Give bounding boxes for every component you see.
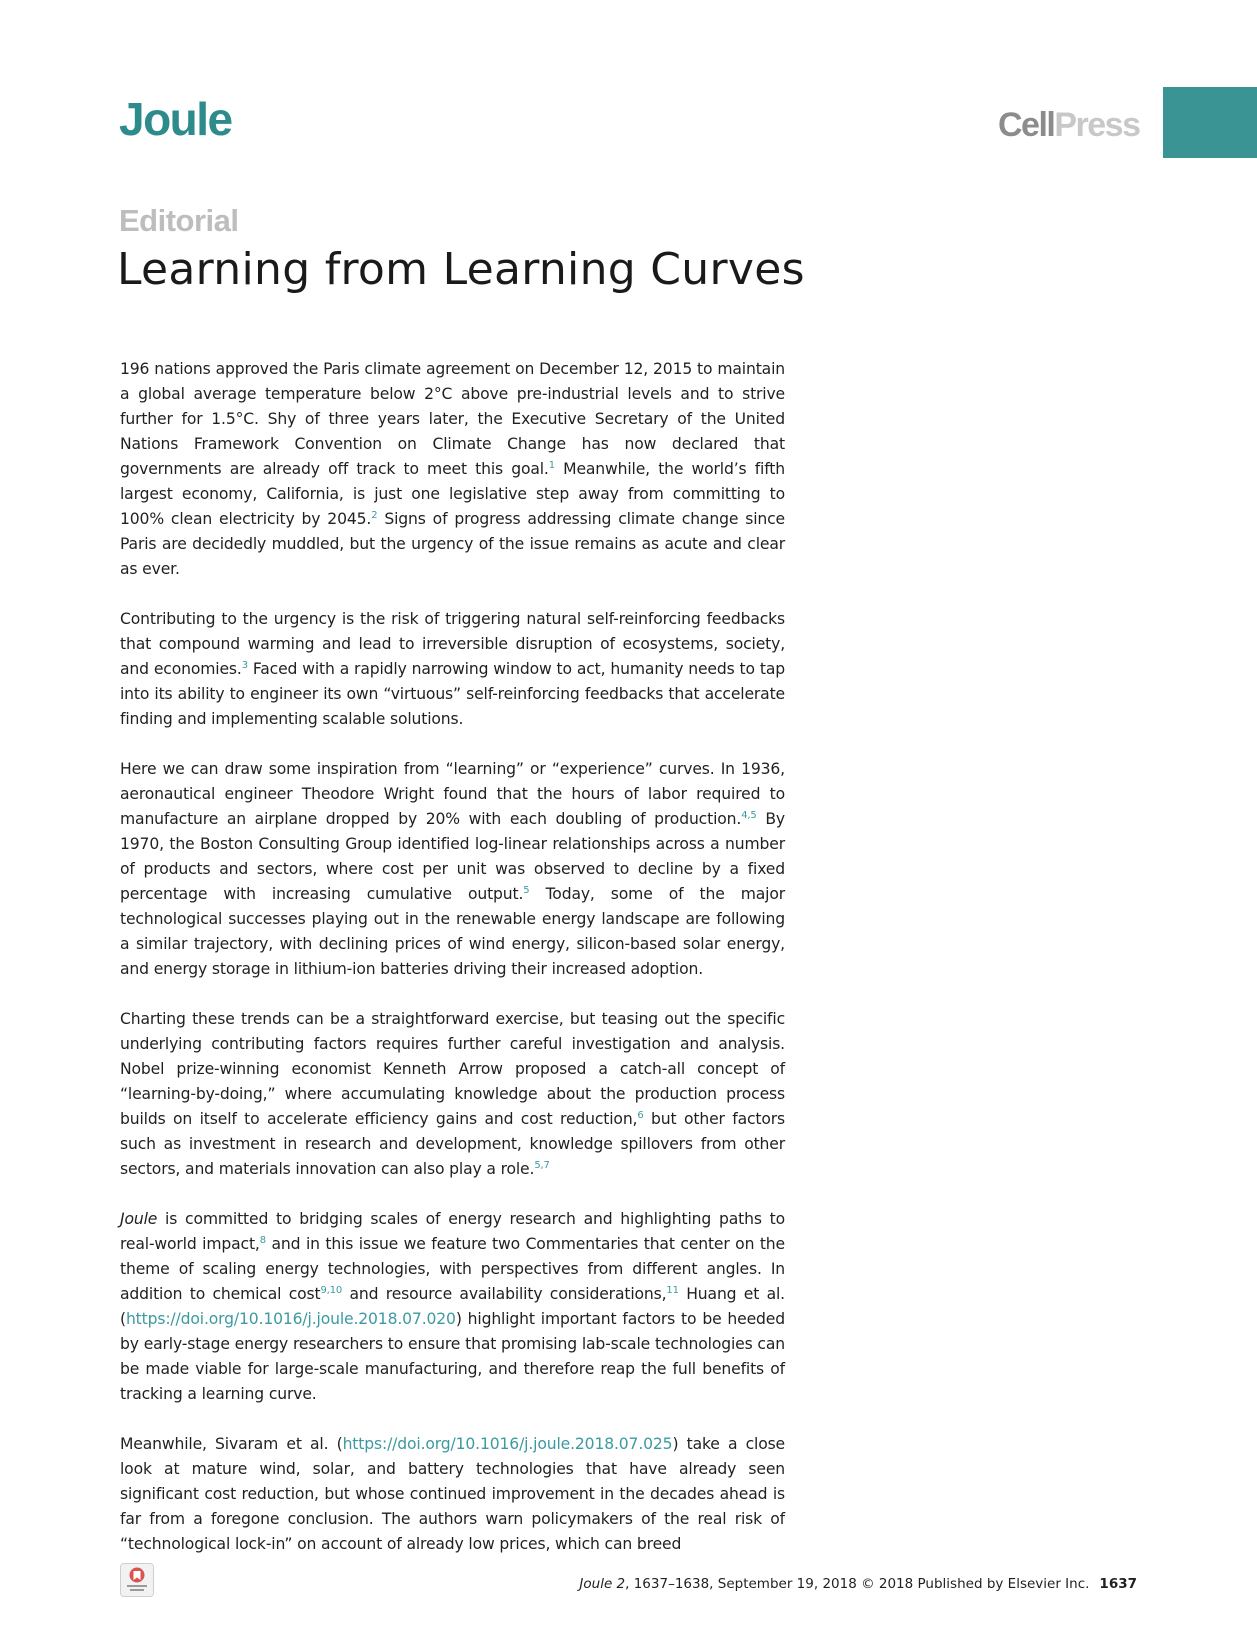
article-title: Learning from Learning Curves	[117, 244, 805, 295]
text-run: 196 nations approved the Paris climate agreement on December 12, 2015 to maintain a global average temperature below 2°C above pre-industrial levels and to strive further for 1.5°C. Shy of three years later, the Executive Secretary of the United Nations Framework Convention on Climate Change has now declared that governments are already off track to meet this goal.	[120, 360, 785, 478]
journal-name-italic: Joule	[120, 1210, 158, 1228]
paragraph-3	[120, 757, 785, 982]
text-run: Meanwhile, Sivaram et al. (	[120, 1435, 343, 1453]
publisher-logo	[998, 108, 1140, 142]
paragraph-5	[120, 1207, 785, 1407]
reference-link[interactable]: 6	[637, 1110, 644, 1121]
page-footer	[560, 1576, 1137, 1592]
text-run: By 1970, the Boston Consulting Group identified log-linear relationships across a number of products and sectors, where cost per unit was observed to decline by a fixed percentage with increasing cumulative output.	[120, 810, 785, 903]
text-run: Today, some of the major technological successes playing out in the renewable energy landscape are following a similar trajectory, with declining prices of wind energy, silicon-based solar energy, and energy storage in lithium-ion batteries driving their increased adoption.	[120, 885, 785, 978]
text-run: Signs of progress addressing climate change since Paris are decidedly muddled, but the urgency of the issue remains as acute and clear as ever.	[120, 510, 785, 578]
publisher-logo-part2: Press	[1054, 106, 1140, 144]
text-run: ) highlight important factors to be heeded by early-stage energy researchers to ensure that promising lab-scale technologies can be made viable for large-scale manufacturing, and therefore reap the full benefits of tracking a learning curve.	[120, 1310, 785, 1403]
paragraph-2	[120, 607, 785, 732]
reference-link[interactable]: 11	[666, 1285, 679, 1296]
doi-link[interactable]: https://doi.org/10.1016/j.joule.2018.07.020	[125, 1310, 456, 1328]
reference-link[interactable]: 5,7	[534, 1160, 550, 1171]
text-run: is committed to bridging scales of energy research and highlighting paths to real-world impact,	[120, 1210, 785, 1253]
text-run: Faced with a rapidly narrowing window to act, humanity needs to tap into its ability to engineer its own “virtuous” self-reinforcing feedbacks that accelerate finding and implementing scalable solutions.	[120, 660, 785, 728]
reference-link[interactable]: 1	[548, 460, 555, 471]
text-run: but other factors such as investment in research and development, knowledge spillovers from other sectors, and materials innovation can also play a role.	[120, 1110, 785, 1178]
bookmark-icon	[121, 1564, 153, 1596]
text-run: Meanwhile, the world’s fifth largest economy, California, is just one legislative step away from committing to 100% clean electricity by 2045.	[120, 460, 785, 528]
paragraph-6	[120, 1432, 785, 1557]
text-run: Huang et al. (	[120, 1285, 785, 1328]
doi-link[interactable]: https://doi.org/10.1016/j.joule.2018.07.025	[342, 1435, 673, 1453]
reference-link[interactable]: 2	[371, 510, 378, 521]
text-run: and in this issue we feature two Commentaries that center on the theme of scaling energy technologies, with perspectives from different angles. In addition to chemical cost	[120, 1235, 785, 1303]
article-body	[120, 357, 785, 1582]
reference-link[interactable]: 9,10	[320, 1285, 343, 1296]
reference-link[interactable]: 5	[523, 885, 530, 896]
text-run: and resource availability considerations,	[342, 1285, 667, 1303]
footer-journal: Joule	[579, 1576, 613, 1592]
text-run: Contributing to the urgency is the risk of triggering natural self-reinforcing feedbacks that compound warming and lead to irreversible disruption of ecosystems, society, and economies.	[120, 610, 785, 678]
corner-accent-tab	[1163, 87, 1257, 158]
footer-citation: , 1637–1638, September 19, 2018 © 2018 Published by Elsevier Inc.	[625, 1576, 1090, 1592]
text-run: ) take a close look at mature wind, solar, and battery technologies that have already seen significant cost reduction, but whose continued improvement in the decades ahead is far from a foregone conclusion. The authors warn policymakers of the real risk of “technological lock-in” on account of already low prices, which can breed	[120, 1435, 785, 1553]
check-for-updates-badge[interactable]	[120, 1563, 154, 1597]
journal-logo: Joule	[119, 93, 232, 145]
reference-link[interactable]: 4,5	[741, 810, 757, 821]
page-number: 1637	[1099, 1576, 1137, 1592]
paragraph-4	[120, 1007, 785, 1182]
text-run: Here we can draw some inspiration from “learning” or “experience” curves. In 1936, aeronautical engineer Theodore Wright found that the hours of labor required to manufacture an airplane dropped by 20% with each doubling of production.	[120, 760, 785, 828]
section-label: Editorial	[119, 203, 239, 238]
publisher-logo-part1: Cell	[998, 106, 1055, 144]
footer-volume: 2	[612, 1576, 626, 1592]
reference-link[interactable]: 8	[259, 1235, 266, 1246]
paragraph-1	[120, 357, 785, 582]
reference-link[interactable]: 3	[241, 660, 248, 671]
text-run: Charting these trends can be a straightforward exercise, but teasing out the specific underlying contributing factors requires further careful investigation and analysis. Nobel prize-winning economist Kenneth Arrow proposed a catch-all concept of “learning-by-doing,” where accumulating knowledge about the production process builds on itself to accelerate efficiency gains and cost reduction,	[120, 1010, 785, 1128]
